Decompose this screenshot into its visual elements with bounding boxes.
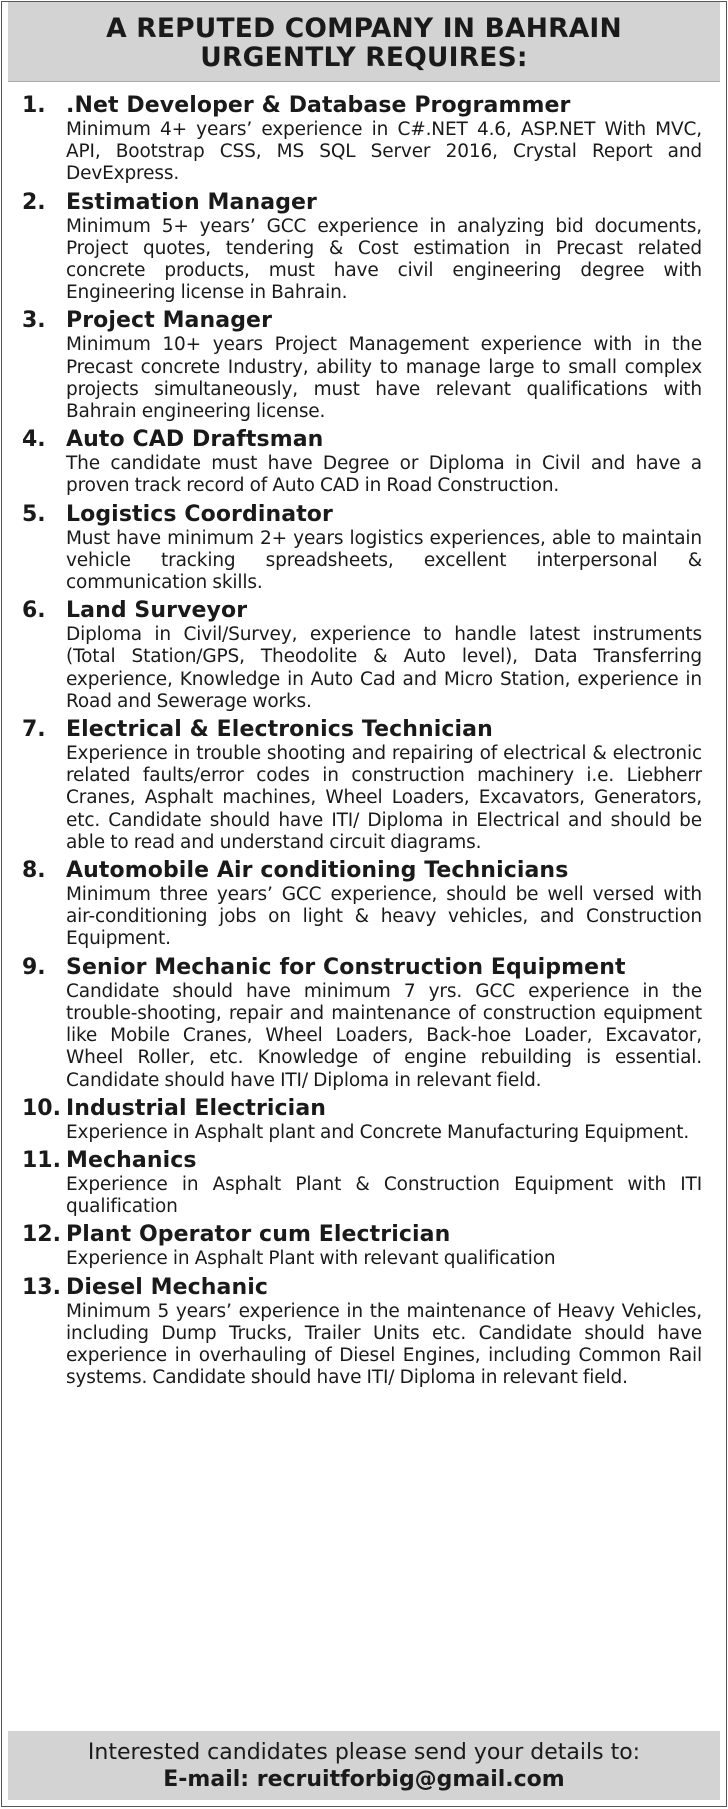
job-number: 10. — [22, 1095, 61, 1121]
job-title: Plant Operator cum Electrician — [66, 1222, 451, 1248]
job-number: 2. — [22, 189, 46, 215]
job-description: Minimum 5 years’ experience in the maintenance of Heavy Vehicles, including Dump Trucks, Trailer Units etc. Candidate should have experience in overhauling of Diesel Engines, including Common Rail systems. Candidate should have ITI/ Diploma in relevant field. — [66, 1300, 702, 1389]
job-item — [22, 426, 702, 497]
job-number: 1. — [22, 93, 46, 118]
job-number: 5. — [22, 501, 46, 527]
job-title: Project Manager — [66, 308, 273, 334]
job-title: Mechanics — [66, 1147, 197, 1173]
job-item — [22, 857, 702, 951]
job-title: Logistics Coordinator — [66, 501, 333, 527]
ad-header — [8, 2, 720, 82]
job-number: 3. — [22, 308, 46, 334]
header-line-1: A REPUTED COMPANY IN BAHRAIN — [106, 13, 622, 44]
job-number: 12. — [22, 1222, 61, 1248]
job-description: Minimum three years’ GCC experience, should be well versed with air-conditioning jobs on light & heavy vehicles, and Construction Equipment. — [66, 884, 702, 950]
job-item — [22, 92, 702, 186]
job-title: Automobile Air conditioning Technicians — [66, 858, 569, 884]
job-description: Experience in Asphalt plant and Concrete Manufacturing Equipment. — [66, 1121, 690, 1143]
job-title: Industrial Electrician — [66, 1095, 327, 1121]
contact-invitation: Interested candidates please send your details to: — [87, 1740, 641, 1765]
job-title: Estimation Manager — [66, 189, 318, 215]
job-item — [22, 1221, 702, 1270]
contact-email: E-mail: recruitforbig@gmail.com — [163, 1767, 565, 1792]
job-number: 11. — [22, 1147, 61, 1173]
job-item — [22, 716, 702, 854]
job-title: .Net Developer & Database Programmer — [66, 93, 571, 118]
job-number: 4. — [22, 427, 46, 453]
header-line-2: URGENTLY REQUIRES: — [200, 42, 528, 73]
job-item — [22, 501, 702, 595]
job-title: Diesel Mechanic — [66, 1274, 269, 1300]
job-number: 6. — [22, 598, 46, 624]
job-item — [22, 189, 702, 305]
job-number: 13. — [22, 1274, 61, 1300]
job-number: 8. — [22, 858, 46, 884]
job-description: Must have minimum 2+ years logistics experiences, able to maintain vehicle tracking spreadsheets, excellent interpersonal & communication skills. — [66, 527, 702, 594]
job-description: Experience in Asphalt Plant & Construction Equipment with ITI qualification — [66, 1173, 702, 1218]
job-title: Land Surveyor — [66, 598, 248, 624]
job-description: Diploma in Civil/Survey, experience to handle latest instruments (Total Station/GPS, Theodolite & Auto level), Data Transferring experience, Knowledge in Auto Cad and Micro Station, experience in Road and Sewerage works. — [66, 624, 702, 712]
job-title: Senior Mechanic for Construction Equipment — [66, 954, 626, 980]
job-description: Experience in trouble shooting and repairing of electrical & electronic related faults/error codes in construction machinery i.e. Liebherr Cranes, Asphalt machines, Wheel Loaders, Excavators, Generators, etc. Candidate should have ITI/ Diploma in Electrical and should be able to read and understand circuit diagrams. — [66, 743, 702, 853]
job-item — [22, 1095, 702, 1144]
job-description: Experience in Asphalt Plant with relevant qualification — [66, 1248, 556, 1270]
job-title: Electrical & Electronics Technician — [66, 717, 493, 743]
job-list — [2, 82, 726, 1389]
job-advertisement — [1, 1, 727, 1807]
job-description: Minimum 5+ years’ GCC experience in analyzing bid documents, Project quotes, tendering & Cost estimation in Precast related concrete products, must have civil engineering degree with Engineering license in Bahrain. — [66, 215, 702, 304]
job-title: Auto CAD Draftsman — [66, 427, 324, 453]
job-description: Candidate should have minimum 7 yrs. GCC experience in the trouble-shooting, repair and maintenance of construction equipment like Mobile Cranes, Wheel Loaders, Back-hoe Loader, Excavator, Wheel Roller, etc. Knowledge of engine rebuilding is essential. Candidate should have ITI/ Diploma in relevant field. — [66, 980, 702, 1091]
job-item — [22, 954, 702, 1092]
job-number: 9. — [22, 954, 46, 980]
job-item — [22, 307, 702, 423]
job-item — [22, 1147, 702, 1218]
job-number: 7. — [22, 717, 46, 743]
job-item — [22, 597, 702, 713]
job-description: Minimum 4+ years’ experience in C#.NET 4.6, ASP.NET With MVC, API, Bootstrap CSS, MS SQL Server 2016, Crystal Report and DevExpress. — [66, 119, 702, 185]
job-description: Minimum 10+ years Project Management experience with in the Precast concrete Industry, ability to manage large to small complex projects simultaneously, must have relevant qualifications with Bahrain engineering license. — [66, 334, 702, 423]
job-description: The candidate must have Degree or Diploma in Civil and have a proven track record of Auto CAD in Road Construction. — [66, 453, 702, 497]
job-item — [22, 1274, 702, 1390]
ad-footer — [8, 1731, 720, 1800]
